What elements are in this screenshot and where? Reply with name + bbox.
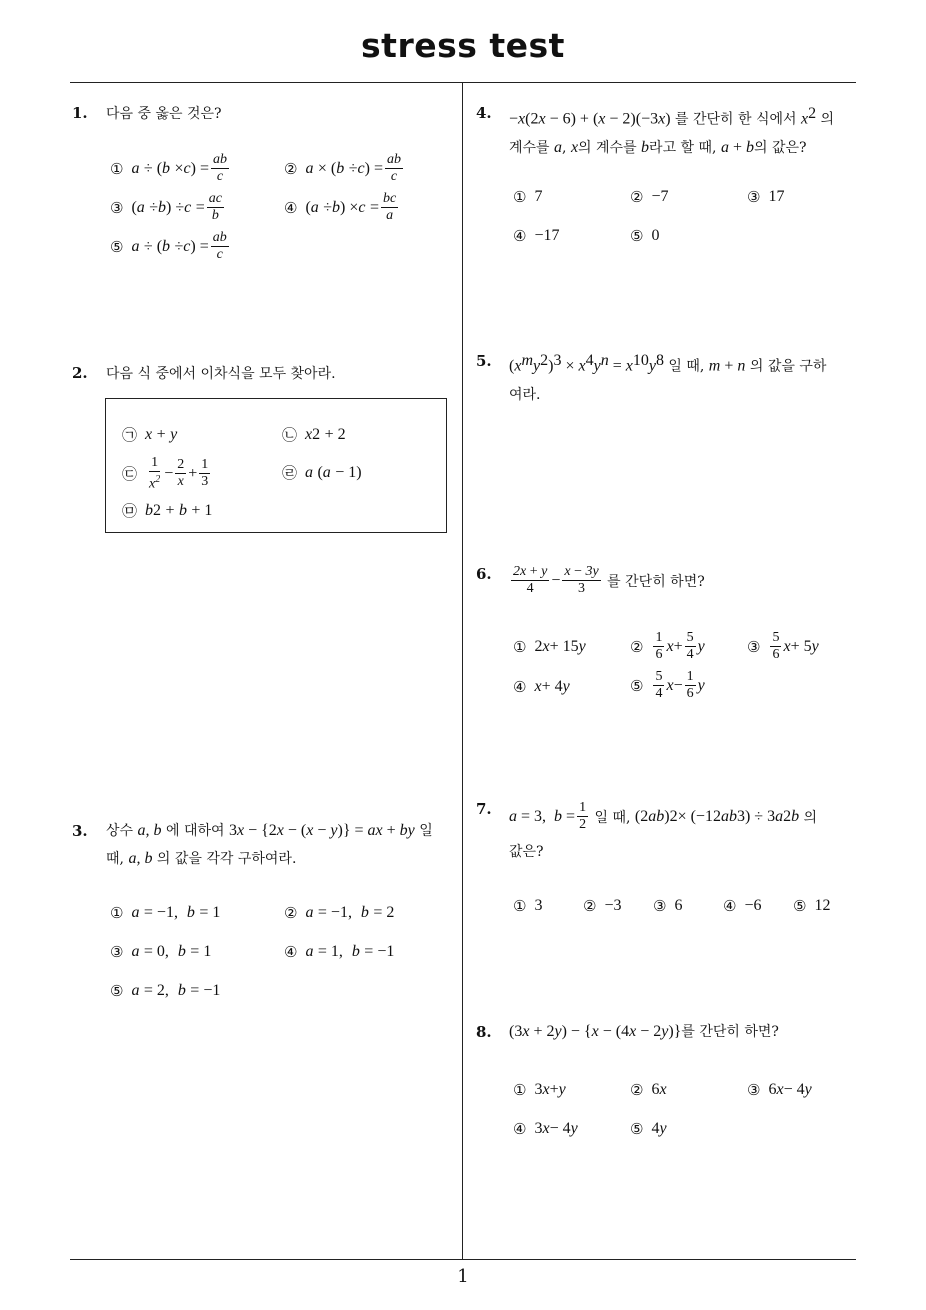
- question-text: 다음 중 옳은 것은?: [106, 106, 222, 122]
- question-text: 다음 식 중에서 이차식을 모두 찾아라.: [106, 366, 336, 382]
- question-text: −x(2x − 6) + (x − 2)(−3x) 를 간단히 한 식에서 $x^2$ 의 계수를 a, x의 계수를 b라고 할 때, a + b의 값은?: [509, 105, 835, 156]
- option-2[interactable]: ② $\frac{1}{6}$ x + $\frac{5}{4}$ y: [630, 630, 705, 662]
- option-5[interactable]: ⑤ 12: [793, 897, 831, 915]
- option-1[interactable]: ① 7: [513, 188, 543, 206]
- option-3[interactable]: ③ ( a ÷ b ) ÷ c = $\frac{ac}{b}$: [110, 191, 222, 223]
- question-number: 4.: [476, 104, 492, 122]
- bottom-rule: [70, 1259, 856, 1260]
- question-text: $\frac{2x + y}{4}$ − $\frac{x - 3y}{3}$ 를 간단히 하면?: [513, 564, 705, 596]
- option-2[interactable]: ② a = −1, b = 2: [284, 904, 395, 922]
- option-2[interactable]: ② 6 x: [630, 1081, 667, 1099]
- question-number: 8.: [476, 1023, 492, 1041]
- option-2[interactable]: ② −3: [583, 897, 622, 915]
- option-3[interactable]: ③ 17: [747, 188, 785, 206]
- option-2[interactable]: ② −7: [630, 188, 669, 206]
- option-2[interactable]: ② a × ( b ÷ c ) = $\frac{ab}{c}$: [284, 152, 401, 184]
- option-5[interactable]: ⑤ 0: [630, 227, 660, 245]
- option-4[interactable]: ④ ( a ÷ b ) × c = $\frac{bc}{a}$: [284, 191, 397, 223]
- option-1[interactable]: ① a = −1, b = 1: [110, 904, 221, 922]
- option-3[interactable]: ③ a = 0, b = 1: [110, 943, 212, 961]
- question-text: (3x + 2y) − {x − (4x − 2y)}를 간단히 하면?: [509, 1023, 779, 1040]
- option-1[interactable]: ① 3: [513, 897, 543, 915]
- question-number: 2.: [72, 364, 88, 382]
- page-number: 1: [457, 1266, 469, 1287]
- option-3[interactable]: ③ 6 x − 4 y: [747, 1081, 812, 1099]
- option-5[interactable]: ⑤ a ÷ ( b ÷ c ) = $\frac{ab}{c}$: [110, 230, 227, 262]
- expression-a: ㉠ x + y: [122, 425, 178, 444]
- question-text: 상수 a, b 에 대하여 3x − {2x − (x − y)} = ax + by 일 때, a, b 의 값을 각각 구하여라.: [106, 822, 433, 867]
- option-1[interactable]: ① 2 x + 15 y: [513, 638, 586, 656]
- question-number: 7.: [476, 800, 492, 818]
- option-5[interactable]: ⑤ $\frac{5}{4}$ x − $\frac{1}{6}$ y: [630, 669, 705, 701]
- option-4[interactable]: ④ 3 x − 4 y: [513, 1120, 578, 1138]
- option-1[interactable]: ① a ÷ ( b × c ) = $\frac{ab}{c}$: [110, 152, 227, 184]
- option-1[interactable]: ① 3 x + y: [513, 1081, 566, 1099]
- option-4[interactable]: ④ −6: [723, 897, 762, 915]
- option-4[interactable]: ④ x + 4 y: [513, 678, 570, 696]
- question-number: 6.: [476, 565, 492, 583]
- option-3[interactable]: ③ $\frac{5}{6}$ x + 5 y: [747, 630, 819, 662]
- expression-b: ㉡ x 2 + 2: [282, 425, 346, 444]
- expression-e: ㉤ b 2 + b + 1: [122, 501, 213, 520]
- question-number: 3.: [72, 822, 88, 840]
- option-5[interactable]: ⑤ a = 2, b = −1: [110, 982, 221, 1000]
- question-number: 1.: [72, 104, 88, 122]
- option-4[interactable]: ④ a = 1, b = −1: [284, 943, 395, 961]
- option-5[interactable]: ⑤ 4 y: [630, 1120, 667, 1138]
- question-text-cont: 값은?: [509, 844, 544, 860]
- option-3[interactable]: ③ 6: [653, 897, 683, 915]
- question-number: 5.: [476, 352, 492, 370]
- option-4[interactable]: ④ −17: [513, 227, 560, 245]
- question-text: $(x^my^2)^3 \times x^4y^n = x^{10}y^8$ 일 때, m + n 의 값을 구하 여라.: [509, 352, 827, 403]
- question-text: a = 3, b = $\frac{1}{2}$ 일 때, (2 ab ) 2 × (−12 ab 3 ) ÷ 3 a 2 b 의: [509, 800, 818, 832]
- expression-c: ㉢ $\frac{1}{x^2}$ − $\frac{2}{x}$ + $\frac{1}{3}$: [122, 455, 209, 492]
- expression-d: ㉣ a ( a − 1): [282, 463, 362, 482]
- top-rule: [70, 82, 856, 83]
- column-divider: [462, 83, 463, 1260]
- page-title: stress test: [361, 26, 565, 65]
